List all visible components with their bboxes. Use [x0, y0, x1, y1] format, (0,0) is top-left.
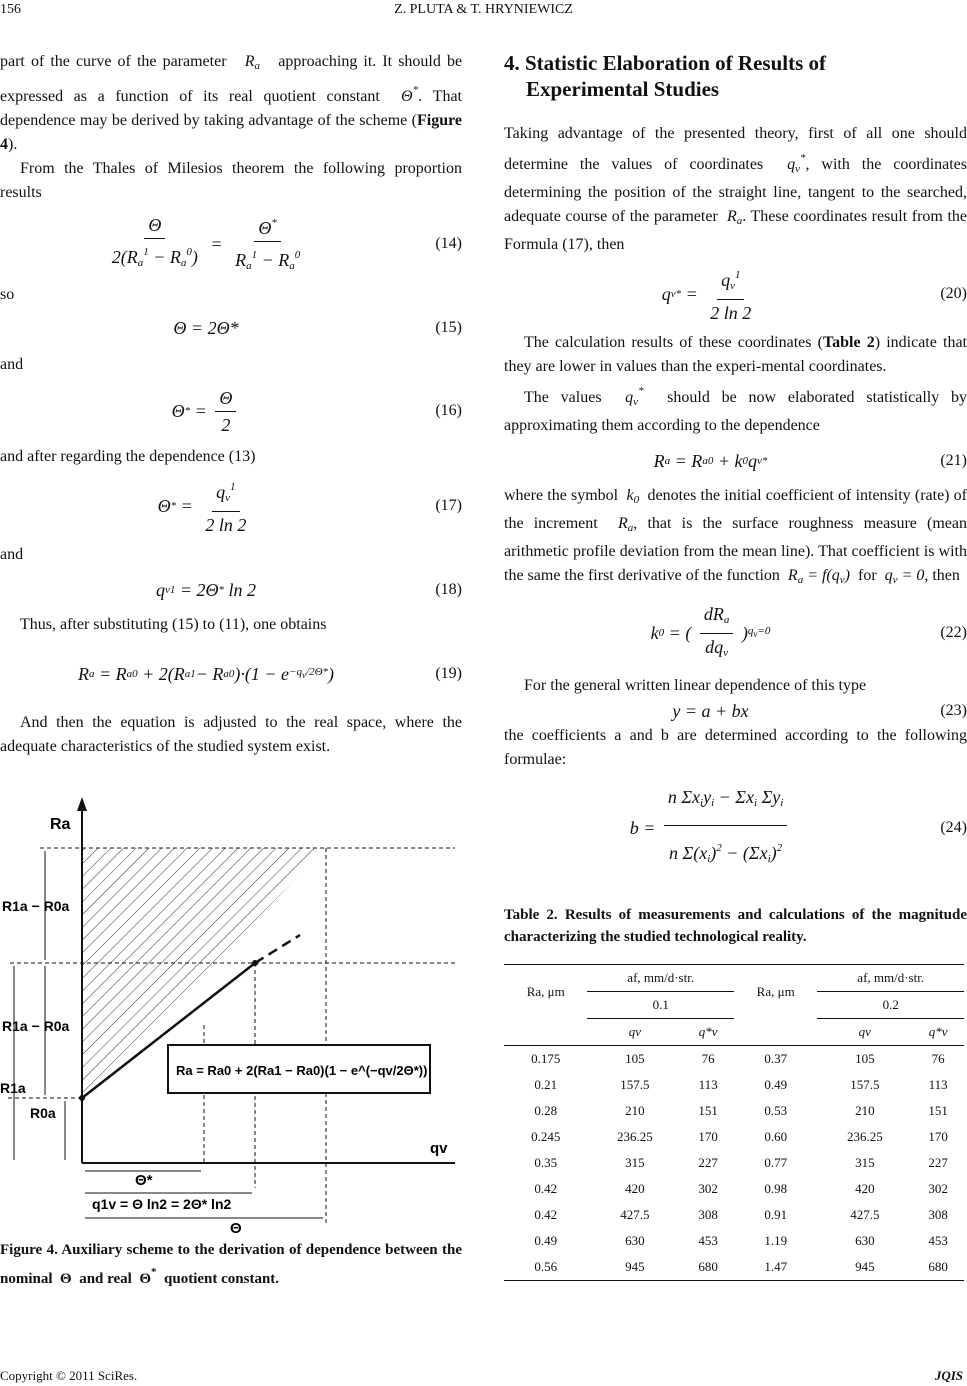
theta-star-label: Θ* [135, 1172, 153, 1189]
y-axis-label: Ra [50, 816, 71, 833]
table-cell: 420 [625, 1181, 645, 1196]
theta-label: Θ [230, 1220, 242, 1233]
table-cell: 170 [698, 1129, 718, 1144]
right-column [504, 50, 967, 1281]
table-header: q*v [698, 1024, 718, 1039]
origin-point [79, 1095, 85, 1101]
table-cell: 630 [625, 1233, 645, 1248]
table-cell: 1.47 [764, 1259, 788, 1274]
table-cell: 113 [698, 1077, 718, 1092]
x-axis-label: qv [430, 1140, 448, 1157]
paragraph: The values $q_v^*$ should be now elaborated statistically by approximating them according to the dependence [504, 385, 967, 434]
table-cell: 0.60 [764, 1129, 788, 1144]
table-cell: 170 [928, 1129, 948, 1144]
left-column [0, 50, 462, 1290]
page-number: 156 [0, 2, 21, 17]
tangent-point [252, 960, 258, 966]
table-cell: 105 [855, 1051, 875, 1066]
paragraph: the coefficients a and b are determined according to the following formulae: [504, 727, 967, 768]
table-cell: 227 [928, 1155, 948, 1170]
table-cell: 453 [928, 1233, 948, 1248]
paragraph: part of the curve of the parameter $R_a$ approaching it. It should be expressed as a function of its real quotient constant Θ*. That dependence may be derived by taking advantage of the scheme (Figure 4). [0, 53, 463, 153]
equation-14: $\frac{\Theta}{2(R_a^1 - R_a^0)}$ = $\frac{\Theta^*}{R_a^1 - R_a^0}$ (14) [0, 211, 462, 277]
table-cell: 680 [928, 1259, 948, 1274]
table-header: Ra, μm [756, 983, 795, 999]
table-cell: 157.5 [850, 1077, 880, 1092]
table-header: 0.1 [587, 992, 734, 1019]
running-authors: Z. PLUTA & T. HRYNIEWICZ [394, 2, 573, 17]
table-cell: 227 [698, 1155, 718, 1170]
table-row [504, 1098, 964, 1124]
equation-18: q v 1 = 2Θ * ln 2 (18) [155, 580, 462, 600]
table-cell: 453 [698, 1233, 718, 1248]
table-cell: 0.21 [534, 1077, 558, 1092]
table-cell: 0.49 [534, 1233, 558, 1248]
equation-21: R a = R a 0 + k 0 q v * (21) [653, 451, 967, 471]
equation-22: k 0 = ( $\frac{dR_a}{dq_v}$ ) $q_v=0$ (22) [504, 598, 967, 668]
equation-20: q v * = $\frac{q_v^1}{2 \ln 2}$ (20) [504, 263, 967, 325]
table-header: 0.2 [817, 992, 964, 1019]
table-cell: 308 [698, 1207, 718, 1222]
table-cell: 315 [855, 1155, 875, 1170]
table-cell: 0.53 [764, 1103, 788, 1118]
table-cell: 427.5 [620, 1207, 650, 1222]
table-cell: 0.49 [764, 1077, 788, 1092]
table-cell: 210 [855, 1103, 875, 1118]
table-cell: 113 [928, 1077, 948, 1092]
table-cell: 427.5 [850, 1207, 880, 1222]
paragraph: From the Thales of Milesios theorem the following proportion results [0, 160, 462, 201]
dimension-label: R1a [0, 1080, 26, 1096]
dimension-label: R0a [30, 1105, 56, 1121]
table-cell: 420 [855, 1181, 875, 1196]
table-cell: 210 [625, 1103, 645, 1118]
results-table [504, 964, 964, 1281]
table-cell: 151 [928, 1103, 948, 1118]
table-row [504, 1176, 964, 1202]
table-cell: 0.77 [764, 1155, 788, 1170]
paragraph: where the symbol $k_0$ denotes the initial coefficient of intensity (rate) of the increment $R_a$, that is the surface roughness measure (mean arithmetic profile deviation from the mean line). That coefficient is with the same the first derivative of the function $R_a = f(q_v)$ for $q_v = 0$, then [504, 487, 967, 586]
table-cell: 0.98 [764, 1181, 788, 1196]
table-cell: 1.19 [764, 1233, 788, 1248]
table-cell: 76 [931, 1051, 945, 1066]
table-cell: 0.91 [764, 1207, 788, 1222]
page-header [0, 0, 967, 24]
table-cell: 0.42 [534, 1181, 558, 1196]
paragraph: For the general written linear dependence of this type [524, 677, 867, 694]
table-caption: Table 2. Results of measurements and calculations of the magnitude characterizing the studied technological reality. [504, 907, 967, 945]
equation-15: Θ = 2Θ* (15) [173, 318, 462, 338]
table-cell: 0.28 [534, 1103, 558, 1118]
curve-extension [255, 935, 300, 963]
table-cell: 302 [928, 1181, 948, 1196]
table-row [504, 1124, 964, 1150]
table-cell: 680 [698, 1259, 718, 1274]
table-header: af, mm/d·str. [817, 965, 964, 992]
table-cell: 945 [625, 1259, 645, 1274]
dimension-label: R1a − R0a [2, 898, 70, 914]
formula-box-text: Ra = Ra0 + 2(Ra1 − Ra0)(1 − e^(−qv/2Θ*)) [176, 1063, 428, 1078]
figure-4-diagram [0, 793, 462, 1233]
table-header: Ra, μm [526, 983, 565, 999]
table-cell: 236.25 [616, 1129, 653, 1144]
paragraph: and [0, 356, 24, 373]
paragraph: so [0, 286, 15, 303]
equation-19: R a = R a 0 + 2(R a 1 − R a 0 )·(1 − e $-q_v/2\Theta*$ ) (19) [77, 664, 462, 684]
section-heading: 4. Statistic Elaboration of Results of Experimental Studies [504, 51, 826, 101]
table-cell: 76 [701, 1051, 715, 1066]
equation-24: b = $\frac{n \Sigma x_iy_i - \Sigma x_i \Sigma y_i}{n \Sigma(x_i)^2 - (\Sigma x_i)^2}$ (24) [504, 778, 967, 878]
table-cell: 105 [625, 1051, 645, 1066]
table-row [504, 1046, 964, 1073]
figure-caption: Figure 4. Auxiliary scheme to the derivation of dependence between the nominal Θ and real Θ* quotient constant. [0, 1242, 462, 1287]
qv1-label: q1v = Θ ln2 = 2Θ* ln2 [92, 1196, 232, 1212]
table-header: q*v [928, 1024, 948, 1039]
table-cell: 151 [698, 1103, 718, 1118]
table-cell: 630 [855, 1233, 875, 1248]
journal-name: JQIS [934, 1368, 963, 1383]
equation-16: Θ * = $\frac{\Theta}{2}$ (16) [0, 383, 462, 439]
table-cell: 302 [698, 1181, 718, 1196]
table-cell: 0.245 [531, 1129, 561, 1144]
paragraph: and after regarding the dependence (13) [0, 448, 256, 465]
table-cell: 0.56 [534, 1259, 558, 1274]
table-cell: 308 [928, 1207, 948, 1222]
paragraph: The calculation results of these coordinates (Table 2) indicate that they are lower in values than the experi-mental coordinates. [504, 334, 967, 375]
table-row [504, 1150, 964, 1176]
table-header: af, mm/d·str. [587, 965, 734, 992]
table-cell: 945 [855, 1259, 875, 1274]
table-cell: 0.175 [531, 1051, 561, 1066]
equation-23: y = a + bx (23) [672, 701, 967, 721]
paragraph: and [0, 546, 24, 563]
table-header: qv [858, 1024, 871, 1039]
copyright: Copyright © 2011 SciRes. [0, 1368, 138, 1383]
paragraph: Taking advantage of the presented theory, first of all one should determine the values of coordinates $q_v^*$, with the coordinates determining the position of the straight line, tangent to the searched, adequate course of the parameter $R_a$. These coordinates result from the Formula (17), then [504, 125, 967, 253]
table-header: qv [628, 1024, 641, 1039]
y-axis-arrow-icon [77, 797, 87, 811]
table-cell: 157.5 [620, 1077, 650, 1092]
table-row [504, 1202, 964, 1228]
table-cell: 236.25 [846, 1129, 883, 1144]
table-cell: 0.42 [534, 1207, 558, 1222]
paragraph: Thus, after substituting (15) to (11), one obtains [20, 616, 327, 633]
dimension-label: R1a − R0a [2, 1018, 70, 1034]
table-cell: 315 [625, 1155, 645, 1170]
table-cell: 0.35 [534, 1155, 558, 1170]
paragraph: And then the equation is adjusted to the real space, where the adequate characteristics of the studied system exist. [0, 714, 462, 755]
table-row [504, 1228, 964, 1254]
table-row [504, 1254, 964, 1281]
equation-17: Θ * = $\frac{q_v^1}{2 \ln 2}$ (17) [0, 475, 462, 537]
table-row [504, 1072, 964, 1098]
table-cell: 0.37 [764, 1051, 788, 1066]
